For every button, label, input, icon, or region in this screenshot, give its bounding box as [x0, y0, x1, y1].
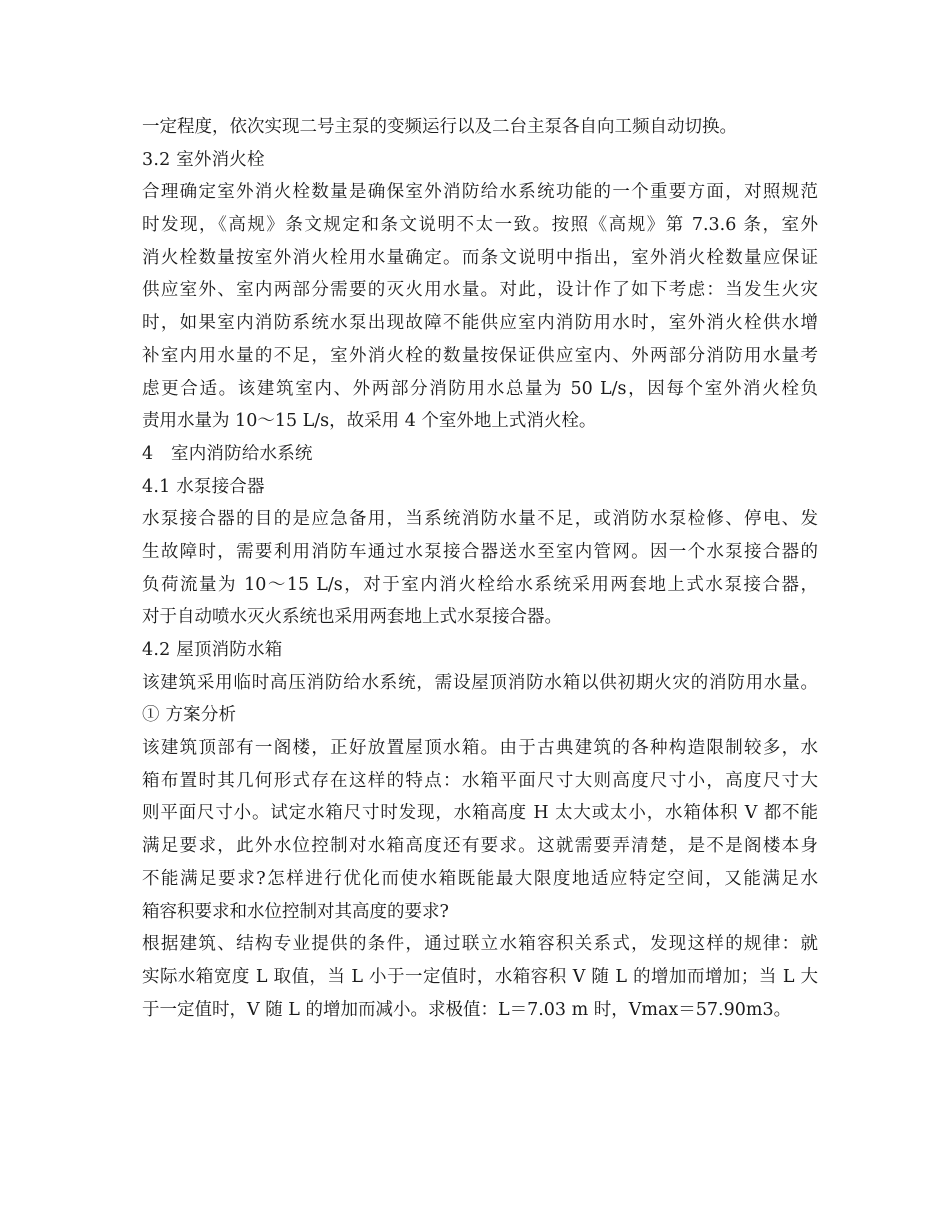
text-line: 该建筑采用临时高压消防给水系统，需设屋顶消防水箱以供初期火灾的消防用水量。 — [142, 672, 818, 693]
text-line: 不能满足要求?怎样进行优化而使水箱既能最大限度地适应特定空间，又能满足水 — [142, 868, 818, 889]
text-line: 满足要求，此外水位控制对水箱高度还有要求。这就需要弄清楚，是不是阁楼本身 — [142, 836, 818, 857]
text-line: 则平面尺寸小。试定水箱尺寸时发现，水箱高度 H 太大或太小，水箱体积 V 都不能 — [142, 803, 818, 824]
document-page — [142, 111, 818, 1026]
section-heading: ① 方案分析 — [142, 705, 237, 726]
text-line: 生故障时，需要利用消防车通过水泵接合器送水至室内管网。因一个水泵接合器的 — [142, 541, 818, 562]
text-line: 实际水箱宽度 L 取值，当 L 小于一定值时，水箱容积 V 随 L 的增加而增加；当 L 大 — [142, 966, 818, 987]
text-line: 时发现，《高规》条文规定和条文说明不太一致。按照《高规》第 7.3.6 条，室外 — [142, 215, 818, 236]
section-heading: 4.2 屋顶消防水箱 — [142, 640, 283, 660]
text-line: 消火栓数量按室外消火栓用水量确定。而条文说明中指出，室外消火栓数量应保证 — [142, 247, 818, 268]
section-heading: 4 室内消防给水系统 — [142, 443, 313, 464]
section-heading: 4.1 水泵接合器 — [142, 476, 265, 497]
text-line: 供应室外、室内两部分需要的灭火用水量。对此，设计作了如下考虑：当发生火灾 — [142, 280, 818, 301]
text-line: 箱容积要求和水位控制对其高度的要求? — [142, 901, 449, 922]
text-line: 对于自动喷水灭火系统也采用两套地上式水泵接合器。 — [142, 607, 562, 628]
text-line: 水泵接合器的目的是应急备用，当系统消防水量不足，或消防水泵检修、停电、发 — [142, 509, 818, 530]
text-line: 于一定值时，V 随 L 的增加而减小。求极值：L＝7.03 m 时，Vmax＝57.90m3。 — [142, 999, 792, 1020]
text-line: 时，如果室内消防系统水泵出现故障不能供应室内消防用水时，室外消火栓供水增 — [142, 313, 818, 334]
text-line: 该建筑顶部有一阁楼，正好放置屋顶水箱。由于古典建筑的各种构造限制较多，水 — [142, 738, 818, 759]
text-line: 负荷流量为 10～15 L/s，对于室内消火栓给水系统采用两套地上式水泵接合器， — [142, 574, 818, 595]
text-line: 根据建筑、结构专业提供的条件，通过联立水箱容积关系式，发现这样的规律：就 — [142, 934, 818, 955]
text-line: 一定程度，依次实现二号主泵的变频运行以及二台主泵各自向工频自动切换。 — [142, 117, 737, 137]
text-line: 箱布置时其几何形式存在这样的特点：水箱平面尺寸大则高度尺寸小，高度尺寸大 — [142, 770, 818, 791]
text-line: 合理确定室外消火栓数量是确保室外消防给水系统功能的一个重要方面，对照规范 — [142, 182, 818, 203]
text-line: 虑更合适。该建筑室内、外两部分消防用水总量为 50 L/s，因每个室外消火栓负 — [142, 378, 818, 399]
text-line: 责用水量为 10～15 L/s，故采用 4 个室外地上式消火栓。 — [142, 411, 597, 432]
text-line: 补室内用水量的不足，室外消火栓的数量按保证供应室内、外两部分消防用水量考 — [142, 345, 818, 366]
section-heading: 3.2 室外消火栓 — [142, 149, 265, 170]
